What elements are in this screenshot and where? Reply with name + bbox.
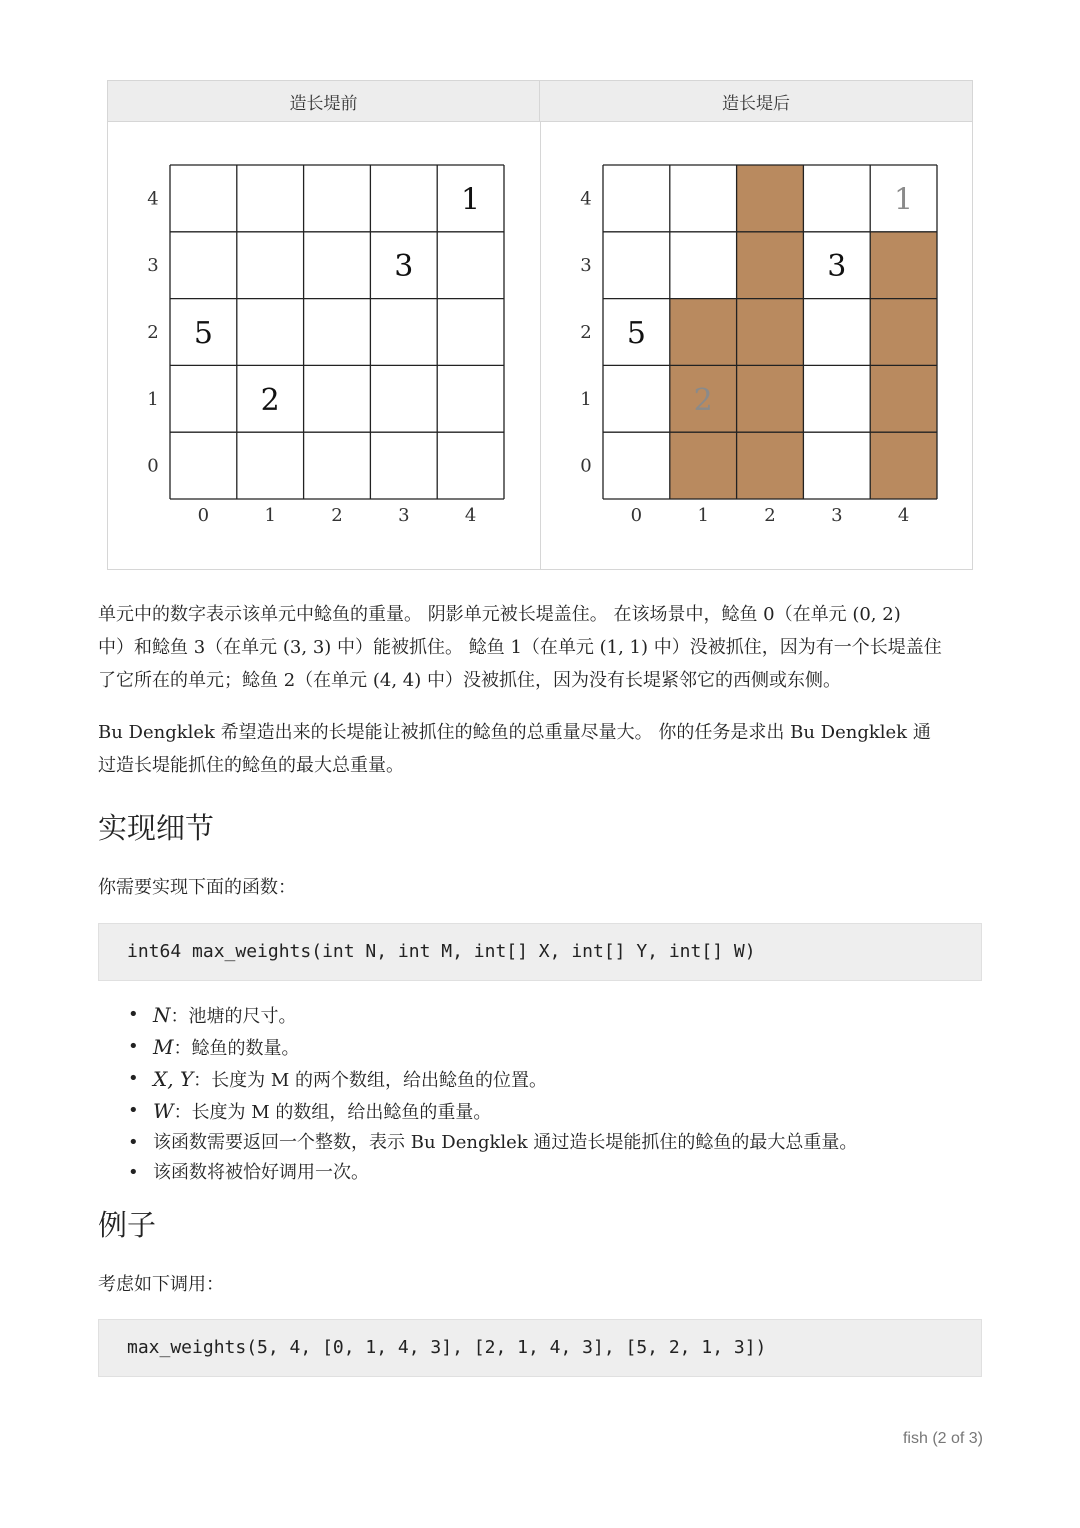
param-item xyxy=(98,1032,978,1064)
shaded-cell xyxy=(737,432,804,499)
fish-weight: 5 xyxy=(193,316,213,351)
example-intro: 考虑如下调用： xyxy=(98,1274,224,1295)
para-task xyxy=(98,716,984,782)
shaded-cell xyxy=(737,299,804,366)
x-tick-label: 0 xyxy=(197,505,210,526)
param-description: ：鲶鱼的数量。 xyxy=(173,1038,300,1059)
param-item xyxy=(98,1158,978,1188)
shaded-cell xyxy=(870,365,937,432)
x-tick-label: 0 xyxy=(630,505,643,526)
fish-weight: 3 xyxy=(827,249,847,285)
before-header: 造长堤前 xyxy=(108,81,540,122)
y-tick-label: 2 xyxy=(147,322,159,343)
para1-line1: 单元中的数字表示该单元中鲶鱼的重量。 阴影单元被长堤盖住。 在该场景中，鲶鱼 0（在单元 (0, 2) xyxy=(98,604,901,625)
param-variable: M xyxy=(153,1035,174,1059)
shaded-cell xyxy=(670,299,737,366)
y-tick-label: 1 xyxy=(147,388,159,410)
param-variable: X, Y xyxy=(153,1067,194,1091)
shaded-cell xyxy=(737,365,804,432)
y-tick-label: 3 xyxy=(580,255,592,277)
fish-weight: 1 xyxy=(461,182,481,218)
y-tick-label: 0 xyxy=(147,455,159,477)
fish-weight: 2 xyxy=(260,382,280,418)
para2-line1: Bu Dengklek 希望造出来的长堤能让被抓住的鲶鱼的总重量尽量大。 你的任务是求出 Bu Dengklek 通 xyxy=(98,722,931,743)
x-tick-label: 3 xyxy=(831,505,843,526)
para2-line2: 过造长堤能抓住的鲶鱼的最大总重量。 xyxy=(98,755,404,776)
param-description: 该函数需要返回一个整数，表示 Bu Dengklek 通过造长堤能抓住的鲶鱼的最大总重量。 xyxy=(153,1132,858,1153)
y-tick-label: 3 xyxy=(147,255,159,277)
page-footer: fish (2 of 3) xyxy=(902,1430,983,1447)
shaded-cell xyxy=(870,299,937,366)
y-tick-label: 4 xyxy=(147,188,159,210)
param-description: ：长度为 M 的数组，给出鲶鱼的重量。 xyxy=(173,1102,492,1123)
x-tick-label: 2 xyxy=(764,505,776,526)
param-description: ：长度为 M 的两个数组，给出鲶鱼的位置。 xyxy=(193,1070,548,1091)
fish-weight: 1 xyxy=(894,182,914,218)
y-tick-label: 1 xyxy=(580,388,592,410)
section-title-example: 例子 xyxy=(98,1208,157,1242)
x-tick-label: 4 xyxy=(897,505,910,526)
para1-line2: 中）和鲶鱼 3（在单元 (3, 3) 中）能被抓住。 鲶鱼 1（在单元 (1, 1) 中）没被抓住，因为有一个长堤盖住 xyxy=(98,637,942,658)
param-variable: W xyxy=(153,1099,174,1123)
impl-intro: 你需要实现下面的函数： xyxy=(98,877,296,898)
y-tick-label: 4 xyxy=(580,188,592,210)
param-list xyxy=(98,1000,978,1188)
fish-weight: 3 xyxy=(394,249,414,285)
x-tick-label: 1 xyxy=(697,505,709,526)
after-header: 造长堤后 xyxy=(540,81,972,122)
shaded-cell xyxy=(737,165,804,232)
code-signature: int64 max_weights(int N, int M, int[] X, int[] Y, int[] W) xyxy=(98,923,982,981)
fish-weight: 2 xyxy=(693,382,713,418)
param-description: 该函数将被恰好调用一次。 xyxy=(153,1162,369,1183)
x-tick-label: 3 xyxy=(398,505,410,526)
param-variable: N xyxy=(153,1003,171,1027)
x-tick-label: 1 xyxy=(264,505,276,526)
grid-after xyxy=(580,165,937,526)
y-tick-label: 0 xyxy=(580,455,592,477)
param-item xyxy=(98,1064,978,1096)
fish-weight: 5 xyxy=(626,316,646,351)
x-tick-label: 4 xyxy=(464,505,477,526)
section-title-implementation: 实现细节 xyxy=(98,811,215,845)
param-item xyxy=(98,1000,978,1032)
grid-before xyxy=(147,165,504,526)
grid-figures xyxy=(0,0,1080,580)
para-explanation xyxy=(98,598,984,697)
x-tick-label: 2 xyxy=(331,505,343,526)
y-tick-label: 2 xyxy=(580,322,592,343)
param-item xyxy=(98,1128,978,1158)
param-item xyxy=(98,1096,978,1128)
shaded-cell xyxy=(737,232,804,299)
para1-line3: 了它所在的单元；鲶鱼 2（在单元 (4, 4) 中）没被抓住，因为没有长堤紧邻它的西侧或东侧。 xyxy=(98,670,842,691)
shaded-cell xyxy=(670,432,737,499)
shaded-cell xyxy=(870,232,937,299)
code-example: max_weights(5, 4, [0, 1, 4, 3], [2, 1, 4, 3], [5, 2, 1, 3]) xyxy=(98,1319,982,1377)
shaded-cell xyxy=(870,432,937,499)
param-description: ：池塘的尺寸。 xyxy=(170,1006,297,1027)
